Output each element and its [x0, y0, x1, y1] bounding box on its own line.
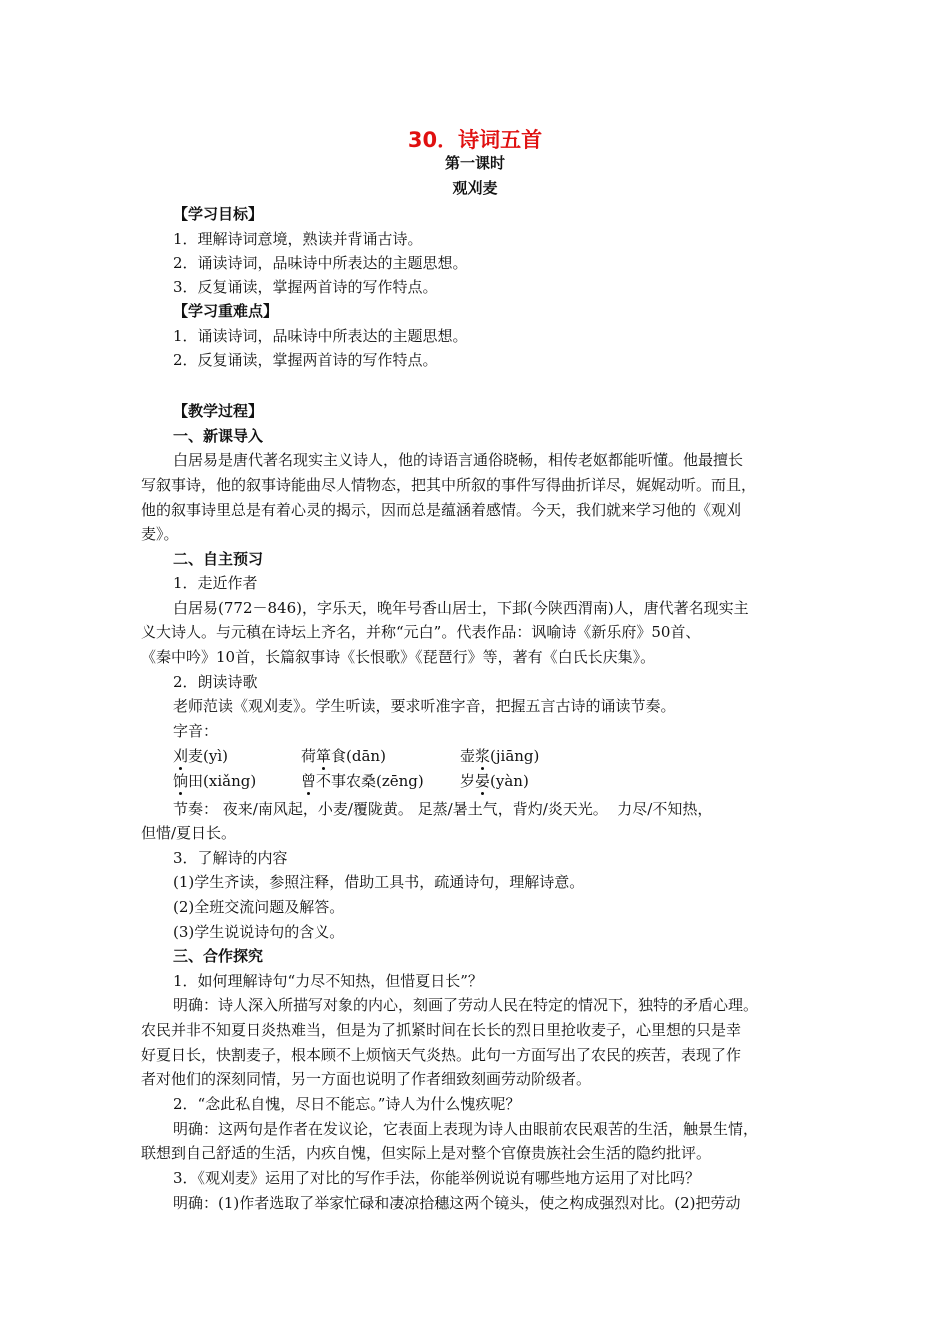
goal-item: 1．理解诗词意境，熟读并背诵古诗。 [173, 230, 423, 248]
paragraph-line: 《秦中吟》10首，长篇叙事诗《长恨歌》《琵琶行》等，著有《白氏长庆集》。 [141, 648, 656, 666]
item-heading: 2．朗读诗歌 [173, 673, 258, 691]
answer-line: 明确：(1)作者选取了举家忙碌和凄凉拾穗这两个镜头，使之构成强烈对比。(2)把劳动 [173, 1194, 741, 1212]
answer-line: 联想到自己舒适的生活，内疚自愧，但实际上是对整个官僚贵族社会生活的隐约批评。 [141, 1144, 712, 1162]
question-line: 2．“念此私自愧，尽日不能忘。”诗人为什么愧疚呢？ [173, 1095, 521, 1113]
paragraph-line: (3)学生说说诗句的含义。 [173, 923, 345, 941]
section-heading-process: 【教学过程】 [173, 402, 264, 420]
subheading-preview: 二、自主预习 [173, 550, 264, 568]
paragraph-line: 白居易(772－846)，字乐天，晚年号香山居士，下邽(今陕西渭南)人，唐代著名现实主 [173, 599, 749, 617]
answer-line: 者对他们的深刻同情，另一方面也说明了作者细致刻画劳动阶级者。 [141, 1070, 592, 1088]
answer-line: 好夏日长，快割麦子，根本顾不上烦恼天气炎热。此句一方面写出了农民的疾苦，表现了作 [141, 1046, 742, 1064]
answer-line: 明确：诗人深入所描写对象的内心，刻画了劳动人民在特定的情况下，独特的矛盾心理。 [173, 996, 759, 1014]
goal-item: 2．诵读诗词，品味诗中所表达的主题思想。 [173, 254, 468, 272]
lesson-subtitle: 第一课时 [444, 154, 505, 172]
question-line: 1．如何理解诗句“力尽不知热，但惜夏日长”？ [173, 972, 483, 990]
paragraph-line: 义大诗人。与元稹在诗坛上齐名，并称“元白”。代表作品：讽喻诗《新乐府》50首、 [141, 623, 701, 641]
question-line: 3．《观刈麦》运用了对比的写作手法，你能举例说说有哪些地方运用了对比吗？ [173, 1169, 701, 1187]
answer-line: 明确：这两句是作者在发议论，它表面上表现为诗人由眼前农民艰苦的生活，触景生情， [173, 1120, 759, 1138]
answer-line: 农民并非不知夏日炎热难当，但是为了抓紧时间在长长的烈日里抢收麦子，心里想的只是幸 [141, 1021, 742, 1039]
key-point-item: 2．反复诵读，掌握两首诗的写作特点。 [173, 351, 438, 369]
subheading-intro: 一、新课导入 [173, 427, 264, 445]
paragraph-line: 麦》。 [141, 525, 179, 543]
document-title: 30．诗词五首 [407, 128, 543, 152]
section-heading-key-points: 【学习重难点】 [173, 302, 279, 320]
goal-item: 3．反复诵读，掌握两首诗的写作特点。 [173, 278, 438, 296]
pronunciation-entry: 岁晏(yàn) [460, 772, 529, 790]
paragraph-line: 白居易是唐代著名现实主义诗人，他的诗语言通俗晓畅，相传老妪都能听懂。他最擅长 [173, 451, 744, 469]
rhythm-line: 节奏： 夜来/南风起，小麦/覆陇黄。 足蒸/暑土气，背灼/炎天光。 力尽/不知热， [173, 800, 713, 818]
pronunciation-label: 字音： [173, 722, 219, 740]
paragraph-line: (2)全班交流问题及解答。 [173, 898, 345, 916]
section-heading-goals: 【学习目标】 [173, 205, 264, 223]
poem-title: 观刈麦 [452, 179, 498, 197]
subheading-explore: 三、合作探究 [173, 947, 264, 965]
pronunciation-entry: 曾不事农桑(zēng) [301, 772, 424, 790]
item-heading: 3．了解诗的内容 [173, 849, 288, 867]
key-point-item: 1．诵读诗词，品味诗中所表达的主题思想。 [173, 327, 468, 345]
item-heading: 1．走近作者 [173, 574, 258, 592]
pronunciation-entry: 荷箪食(dān) [301, 747, 386, 765]
paragraph-line: 他的叙事诗里总是有着心灵的揭示，因而总是蕴涵着感情。今天，我们就来学习他的《观刈 [141, 501, 742, 519]
paragraph-line: 写叙事诗，他的叙事诗能曲尽人情物态，把其中所叙的事件写得曲折详尽，娓娓动听。而且， [141, 476, 757, 494]
paragraph-line: (1)学生齐读，参照注释，借助工具书，疏通诗句，理解诗意。 [173, 873, 585, 891]
pronunciation-entry: 壶浆(jiāng) [460, 747, 540, 765]
pronunciation-entry: 刈麦(yì) [173, 747, 228, 765]
rhythm-line: 但惜/夏日长。 [141, 824, 237, 842]
paragraph-line: 老师范读《观刈麦》。学生听读，要求听准字音，把握五言古诗的诵读节奏。 [173, 697, 676, 715]
pronunciation-entry: 饷田(xiǎng) [173, 772, 257, 790]
